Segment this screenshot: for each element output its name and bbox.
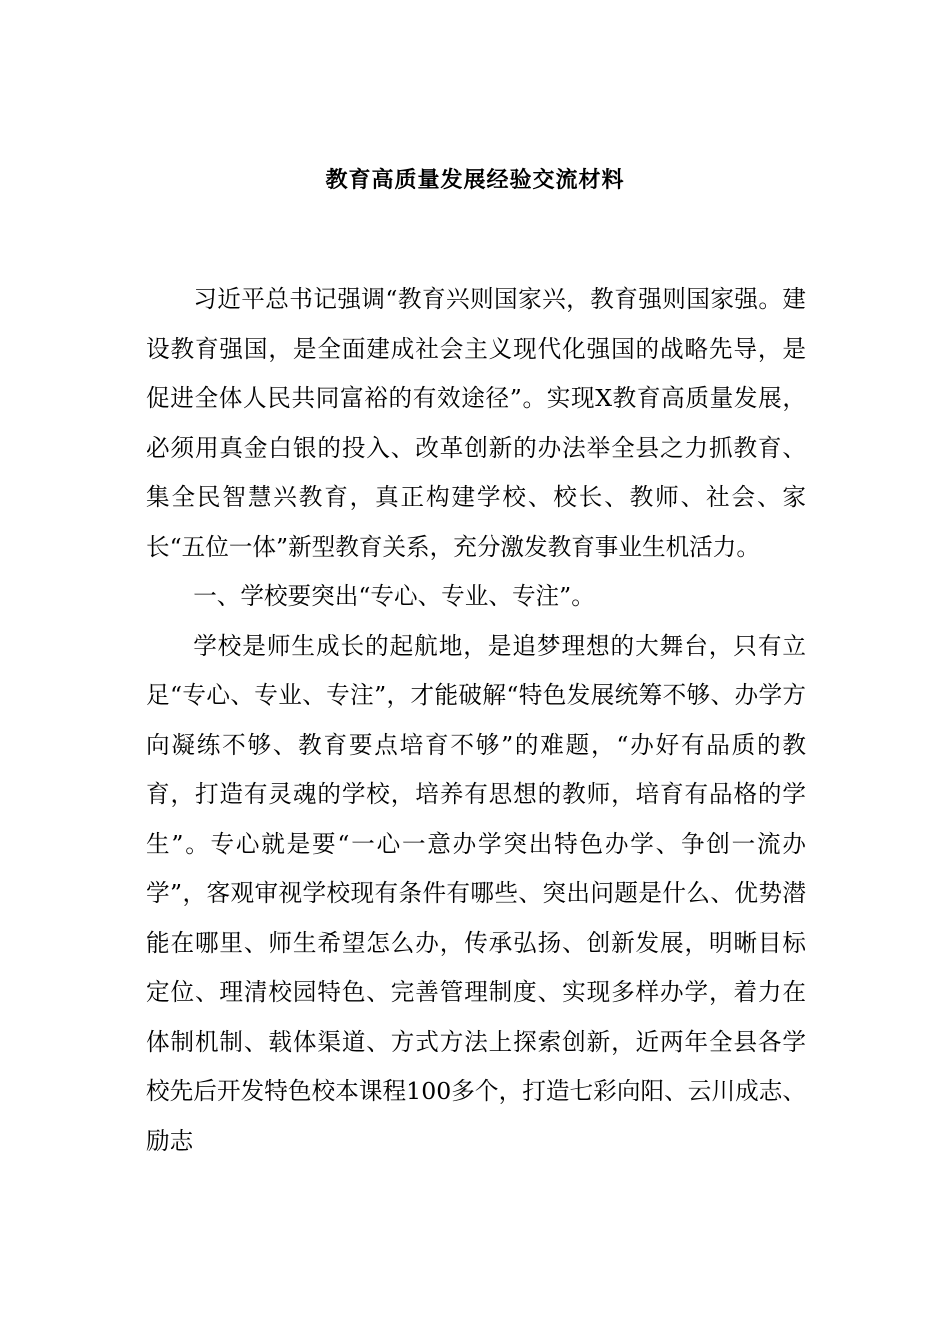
paragraph-section-1: 学校是师生成长的起航地，是追梦理想的大舞台，只有立足“专心、专业、专注”，才能破解“特色发展统筹不够、办学方向凝练不够、教育要点培育不够”的难题，“办好有品质的教育，打造有灵魂的学校，培养有思想的教师，培育有品格的学生”。专心就是要“一心一意办学突出特色办学、争创一流办学”，客观审视学校现有条件有哪些、突出问题是什么、优势潜能在哪里、师生希望怎么办，传承弘扬、创新发展，明晰目标定位、理清校园特色、完善管理制度、实现多样办学，着力在体制机制、载体渠道、方式方法上探索创新，近两年全县各学校先后开发特色校本课程100多个，打造七彩向阳、云川成志、励志 (146, 631, 806, 1155)
section-heading-1: 一、学校要突出“专心、专业、专注”。 (193, 582, 595, 610)
document-title: 教育高质量发展经验交流材料 (325, 167, 625, 193)
paragraph-intro: 习近平总书记强调“教育兴则国家兴，教育强则国家强。建设教育强国，是全面建成社会主义现代化强国的战略先导，是促进全体人民共同富裕的有效途径”。实现X教育高质量发展，必须用真金白银的投入、改革创新的办法举全县之力抓教育、集全民智慧兴教育，真正构建学校、校长、教师、社会、家长“五位一体”新型教育关系，充分激发教育事业生机活力。 (146, 285, 806, 561)
document-body (146, 275, 806, 1166)
